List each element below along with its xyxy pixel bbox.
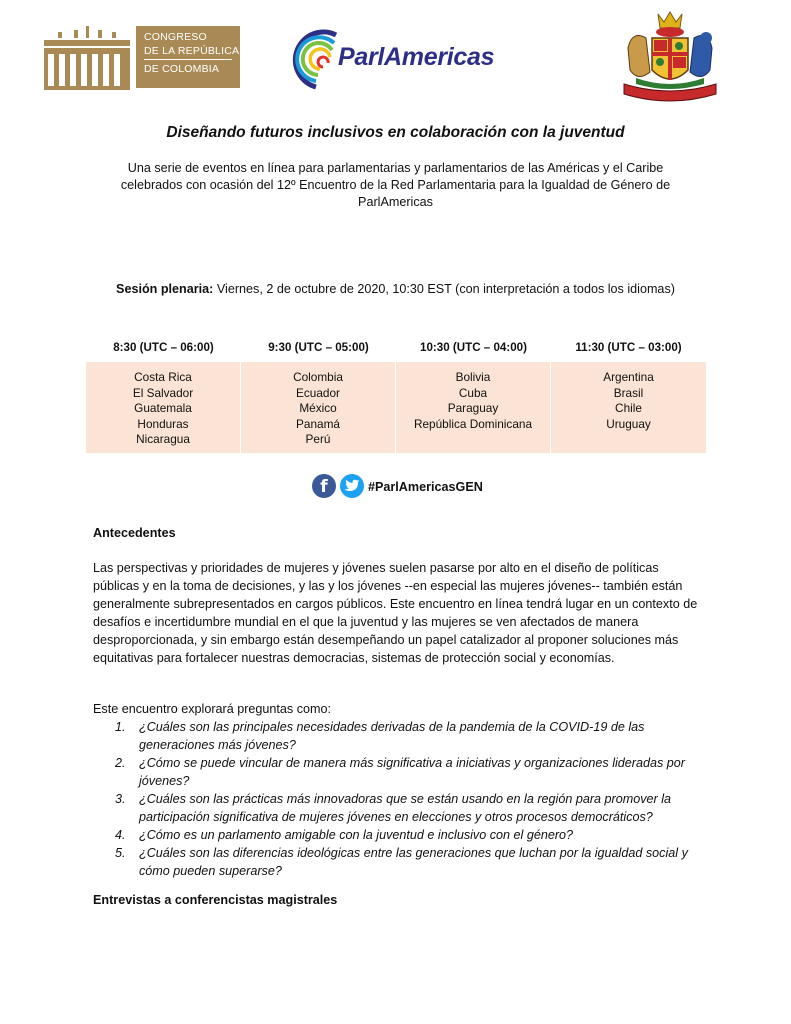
- schedule-header-row: [86, 334, 706, 362]
- question-number: 5.: [115, 846, 126, 860]
- country-name: Chile: [615, 401, 642, 415]
- country-name: Panamá: [296, 416, 340, 431]
- congreso-wordmark: [136, 26, 240, 88]
- question-number: 2.: [115, 756, 126, 770]
- country-name: Argentina: [603, 370, 654, 384]
- parlamericas-swirl-icon: [286, 25, 346, 95]
- schedule-time-header: 11:30 (UTC – 03:00): [575, 341, 682, 354]
- session-line: [0, 282, 791, 296]
- country-name: Costa Rica: [134, 370, 192, 384]
- country-name: Bolivia: [455, 370, 491, 384]
- country-name: Nicaragua: [136, 432, 190, 446]
- congreso-rule: [144, 59, 232, 60]
- question-text: ¿Cuáles son las diferencias ideológicas entre las generaciones que luchan por la igualdad social y cómo pueden superarse?: [139, 846, 688, 878]
- question-text: ¿Cuáles son las principales necesidades derivadas de la pandemia de la COVID-19 de las generaciones más jóvenes?: [139, 720, 645, 752]
- social-links: [312, 474, 512, 500]
- question-text: ¿Cuáles son las prácticas más innovadoras que se están usando en la región para promover la participación significativa de mujeres jóvenes en elecciones y otros procesos democráticos?: [139, 792, 672, 824]
- list-item: [93, 790, 698, 826]
- coat-of-arms-icon: [616, 8, 724, 110]
- schedule-table: [86, 334, 706, 453]
- event-subtitle: Una serie de eventos en línea para parlamentarias y parlamentarios de las Américas y el Caribe celebrados con ocasión del 12º Encuentro de la Red Parlamentaria para la Igualdad de Género de ParlAmericas: [120, 161, 671, 209]
- country-name: Brasil: [613, 385, 644, 400]
- question-number: 4.: [115, 828, 126, 842]
- schedule-country-cell: [551, 362, 706, 453]
- country-name: Paraguay: [447, 401, 499, 415]
- question-text: ¿Cómo es un parlamento amigable con la juventud e inclusivo con el género?: [139, 828, 574, 842]
- parlamericas-logo: [286, 25, 516, 95]
- question-number: 1.: [115, 720, 126, 734]
- country-name: Honduras: [137, 416, 189, 431]
- capitol-icon: [44, 24, 130, 90]
- country-name: El Salvador: [132, 385, 194, 400]
- country-name: Uruguay: [606, 416, 651, 431]
- session-label: Sesión plenaria:: [116, 282, 214, 296]
- question-text: ¿Cómo se puede vincular de manera más significativa a iniciativas y organizaciones lideradas por jóvenes?: [139, 756, 686, 788]
- entrevistas-heading: Entrevistas a conferencistas magistrales: [93, 893, 338, 907]
- twitter-icon[interactable]: [340, 474, 364, 498]
- country-name: Cuba: [458, 385, 488, 400]
- country-name: Ecuador: [296, 385, 340, 400]
- schedule-time-header: 9:30 (UTC – 05:00): [268, 341, 369, 354]
- antecedentes-heading: Antecedentes: [93, 526, 176, 540]
- event-title: Diseñando futuros inclusivos en colaboración con la juventud: [166, 124, 625, 141]
- schedule-country-cell: [241, 362, 395, 453]
- congreso-line-2: DE LA REPÚBLICA: [144, 45, 240, 57]
- list-item: [93, 718, 698, 754]
- schedule-country-cell: [86, 362, 240, 453]
- antecedentes-body: Las perspectivas y prioridades de mujeres y jóvenes suelen pasarse por alto en el diseño de políticas públicas y en la toma de decisiones, y las y los jóvenes --en especial las mujeres jóvenes-- también están generalmente subrepresentados en cargos públicos. Este encuentro en línea tendrá lugar en un contexto de desafíos e incertidumbre mundial en el que la juventud y las mujeres se ven afectados de manera desproporcionada, y sin embargo están desempeñando un papel catalizador al proponer soluciones más equitativas para fortalecer nuestras democracias, sistemas de protección social y economías.: [93, 561, 698, 665]
- schedule-country-cell: [396, 362, 550, 453]
- congreso-line-1: CONGRESO: [144, 31, 207, 43]
- session-text: Viernes, 2 de octubre de 2020, 10:30 EST (con interpretación a todos los idiomas): [216, 282, 675, 296]
- parlamericas-wordmark: ParlAmericas: [338, 43, 495, 71]
- question-number: 3.: [115, 792, 126, 806]
- list-item: [93, 754, 698, 790]
- questions-intro: Este encuentro explorará preguntas como:: [93, 702, 332, 716]
- schedule-body-row: [86, 362, 706, 453]
- facebook-icon[interactable]: f: [312, 474, 336, 498]
- schedule-time-header: 10:30 (UTC – 04:00): [420, 341, 527, 354]
- list-item: [93, 844, 698, 880]
- country-name: Guatemala: [134, 401, 192, 415]
- questions-list: [93, 718, 698, 880]
- country-name: Colombia: [293, 370, 343, 384]
- country-name: Perú: [305, 432, 331, 446]
- twitter-bird-icon: [344, 479, 360, 493]
- congreso-logo: [44, 24, 240, 90]
- hashtag: #ParlAmericasGEN: [368, 480, 483, 494]
- list-item: [93, 826, 698, 844]
- schedule-time-header: 8:30 (UTC – 06:00): [113, 341, 214, 354]
- congreso-line-3: DE COLOMBIA: [144, 63, 220, 75]
- country-name: México: [299, 401, 337, 415]
- country-name: República Dominicana: [413, 416, 533, 431]
